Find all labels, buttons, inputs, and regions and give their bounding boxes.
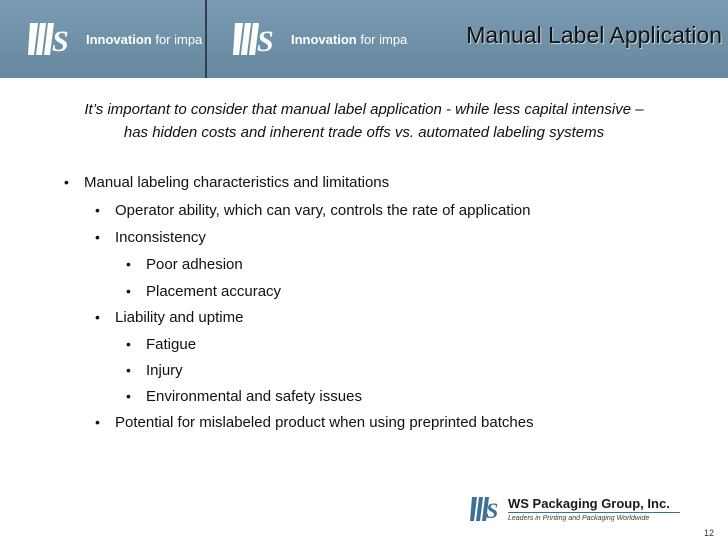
bullet-dot-icon: • bbox=[126, 362, 131, 378]
footer-tagline: Leaders in Printing and Packaging Worldwide bbox=[508, 515, 650, 522]
bullet-text: Poor adhesion bbox=[146, 256, 243, 273]
bullet-dot-icon: • bbox=[95, 229, 100, 245]
subtitle-line-2: has hidden costs and inherent trade offs vs. automated labeling systems bbox=[123, 124, 605, 141]
subtitle-line-1: It’s important to consider that manual label application - while less capital intensive – bbox=[84, 101, 644, 118]
svg-text:S: S bbox=[52, 25, 69, 58]
bullet-item bbox=[95, 414, 534, 431]
banner-right bbox=[207, 0, 412, 78]
bullet-item bbox=[126, 388, 362, 405]
bullet-item bbox=[126, 362, 183, 379]
bullet-text: Injury bbox=[146, 362, 183, 379]
bullet-dot-icon: • bbox=[126, 256, 131, 272]
bullet-dot-icon: • bbox=[95, 202, 100, 218]
header-banner bbox=[0, 0, 728, 78]
svg-text:S: S bbox=[257, 25, 274, 58]
svg-text:S: S bbox=[486, 498, 499, 523]
bullet-dot-icon: • bbox=[126, 388, 131, 404]
bullet-text: Liability and uptime bbox=[115, 309, 244, 326]
bullet-text: Potential for mislabeled product when using preprinted batches bbox=[115, 414, 534, 431]
footer-logo bbox=[470, 492, 690, 528]
bullet-dot-icon: • bbox=[126, 283, 131, 299]
banner-tagline: Innovation for impa bbox=[86, 31, 203, 47]
ws-logo-icon bbox=[28, 19, 80, 59]
slide-subtitle bbox=[0, 98, 728, 144]
bullet-item bbox=[95, 202, 531, 219]
bullet-item bbox=[64, 174, 390, 191]
footer-divider bbox=[508, 512, 680, 513]
bullet-dot-icon: • bbox=[64, 174, 69, 190]
bullet-text: Fatigue bbox=[146, 336, 197, 353]
bullet-item bbox=[126, 256, 243, 273]
bullet-item bbox=[95, 229, 206, 246]
bullet-text: Inconsistency bbox=[115, 229, 206, 246]
bullet-dot-icon: • bbox=[95, 414, 100, 430]
bullet-item bbox=[126, 283, 282, 300]
bullet-dot-icon: • bbox=[95, 309, 100, 325]
ws-logo-icon bbox=[470, 494, 504, 524]
slide-title: Manual Label Application bbox=[466, 22, 722, 48]
bullet-text: Manual labeling characteristics and limitations bbox=[84, 174, 390, 191]
bullet-dot-icon: • bbox=[126, 336, 131, 352]
ws-logo-icon bbox=[233, 19, 285, 59]
bullet-text: Operator ability, which can vary, controls the rate of application bbox=[115, 202, 531, 219]
bullet-item bbox=[126, 336, 197, 353]
bullet-item bbox=[95, 309, 244, 326]
bullet-text: Placement accuracy bbox=[146, 283, 282, 300]
footer-company-name: WS Packaging Group, Inc. bbox=[508, 496, 670, 511]
banner-left bbox=[0, 0, 205, 78]
banner-tagline: Innovation for impa bbox=[291, 31, 408, 47]
page-number: 12 bbox=[703, 528, 714, 538]
bullet-text: Environmental and safety issues bbox=[146, 388, 362, 405]
